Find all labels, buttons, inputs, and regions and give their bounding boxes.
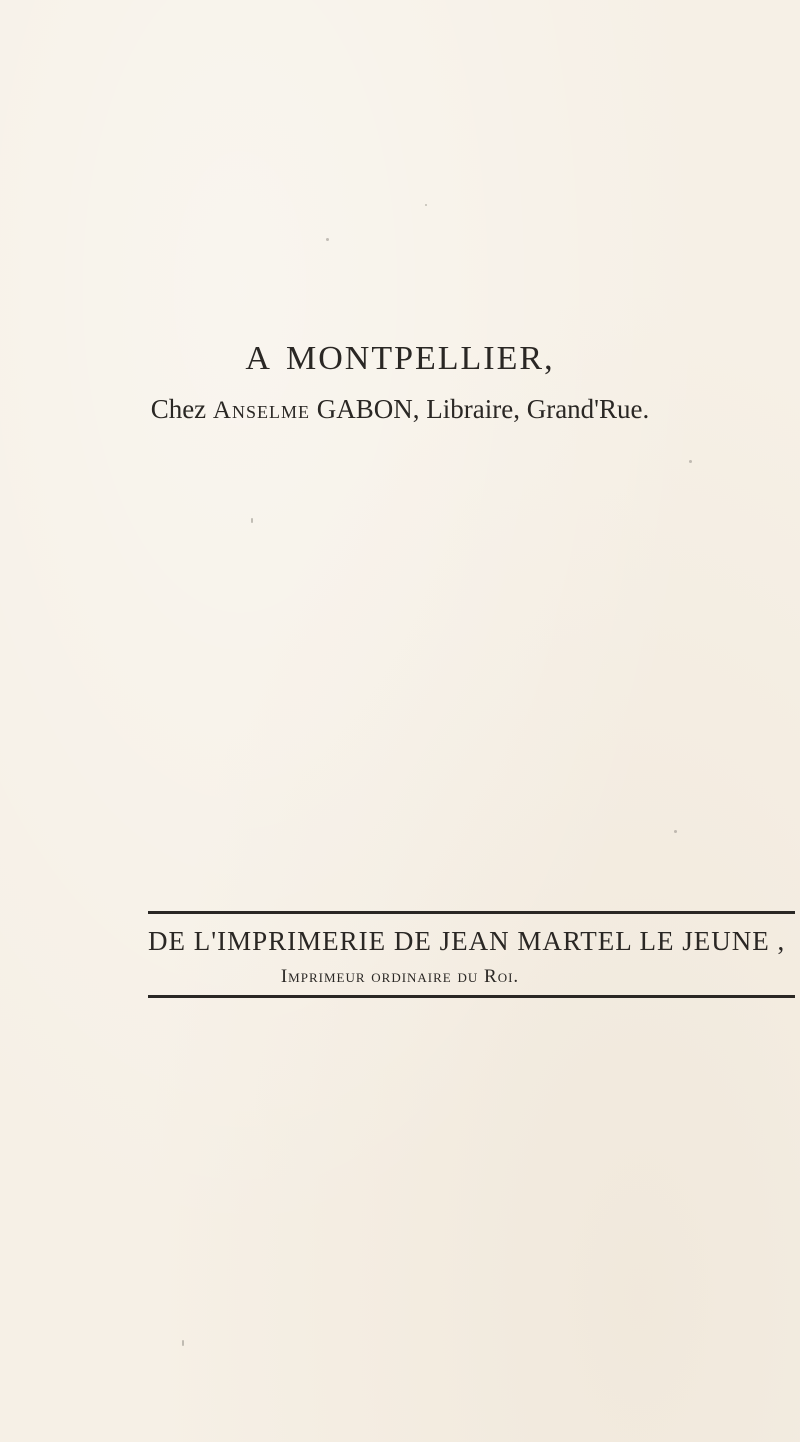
paper-speck [425, 204, 427, 206]
paper-speck [251, 518, 253, 523]
seller-last-name: GABON [316, 394, 413, 424]
imprint-place-line [0, 340, 800, 378]
printer-line: DE L'IMPRIMERIE DE JEAN MARTEL LE JEUNE , [148, 926, 786, 956]
seller-prefix: Chez [150, 394, 207, 424]
seller-address: Grand'Rue. [526, 394, 650, 424]
paper-speck [326, 238, 329, 241]
paper-speck [689, 460, 692, 463]
seller-trade: , Libraire, [412, 394, 520, 424]
place-prefix: A [245, 340, 272, 377]
seller-first-name: Anselme [212, 397, 310, 424]
top-rule [148, 911, 795, 914]
imprint-seller-line [0, 394, 800, 425]
place-city: MONTPELLIER, [285, 340, 555, 377]
paper-speck [182, 1340, 184, 1346]
bottom-rule [148, 995, 795, 998]
printer-title: Imprimeur ordinaire du Roi. [280, 966, 520, 987]
paper-speck [674, 830, 677, 833]
